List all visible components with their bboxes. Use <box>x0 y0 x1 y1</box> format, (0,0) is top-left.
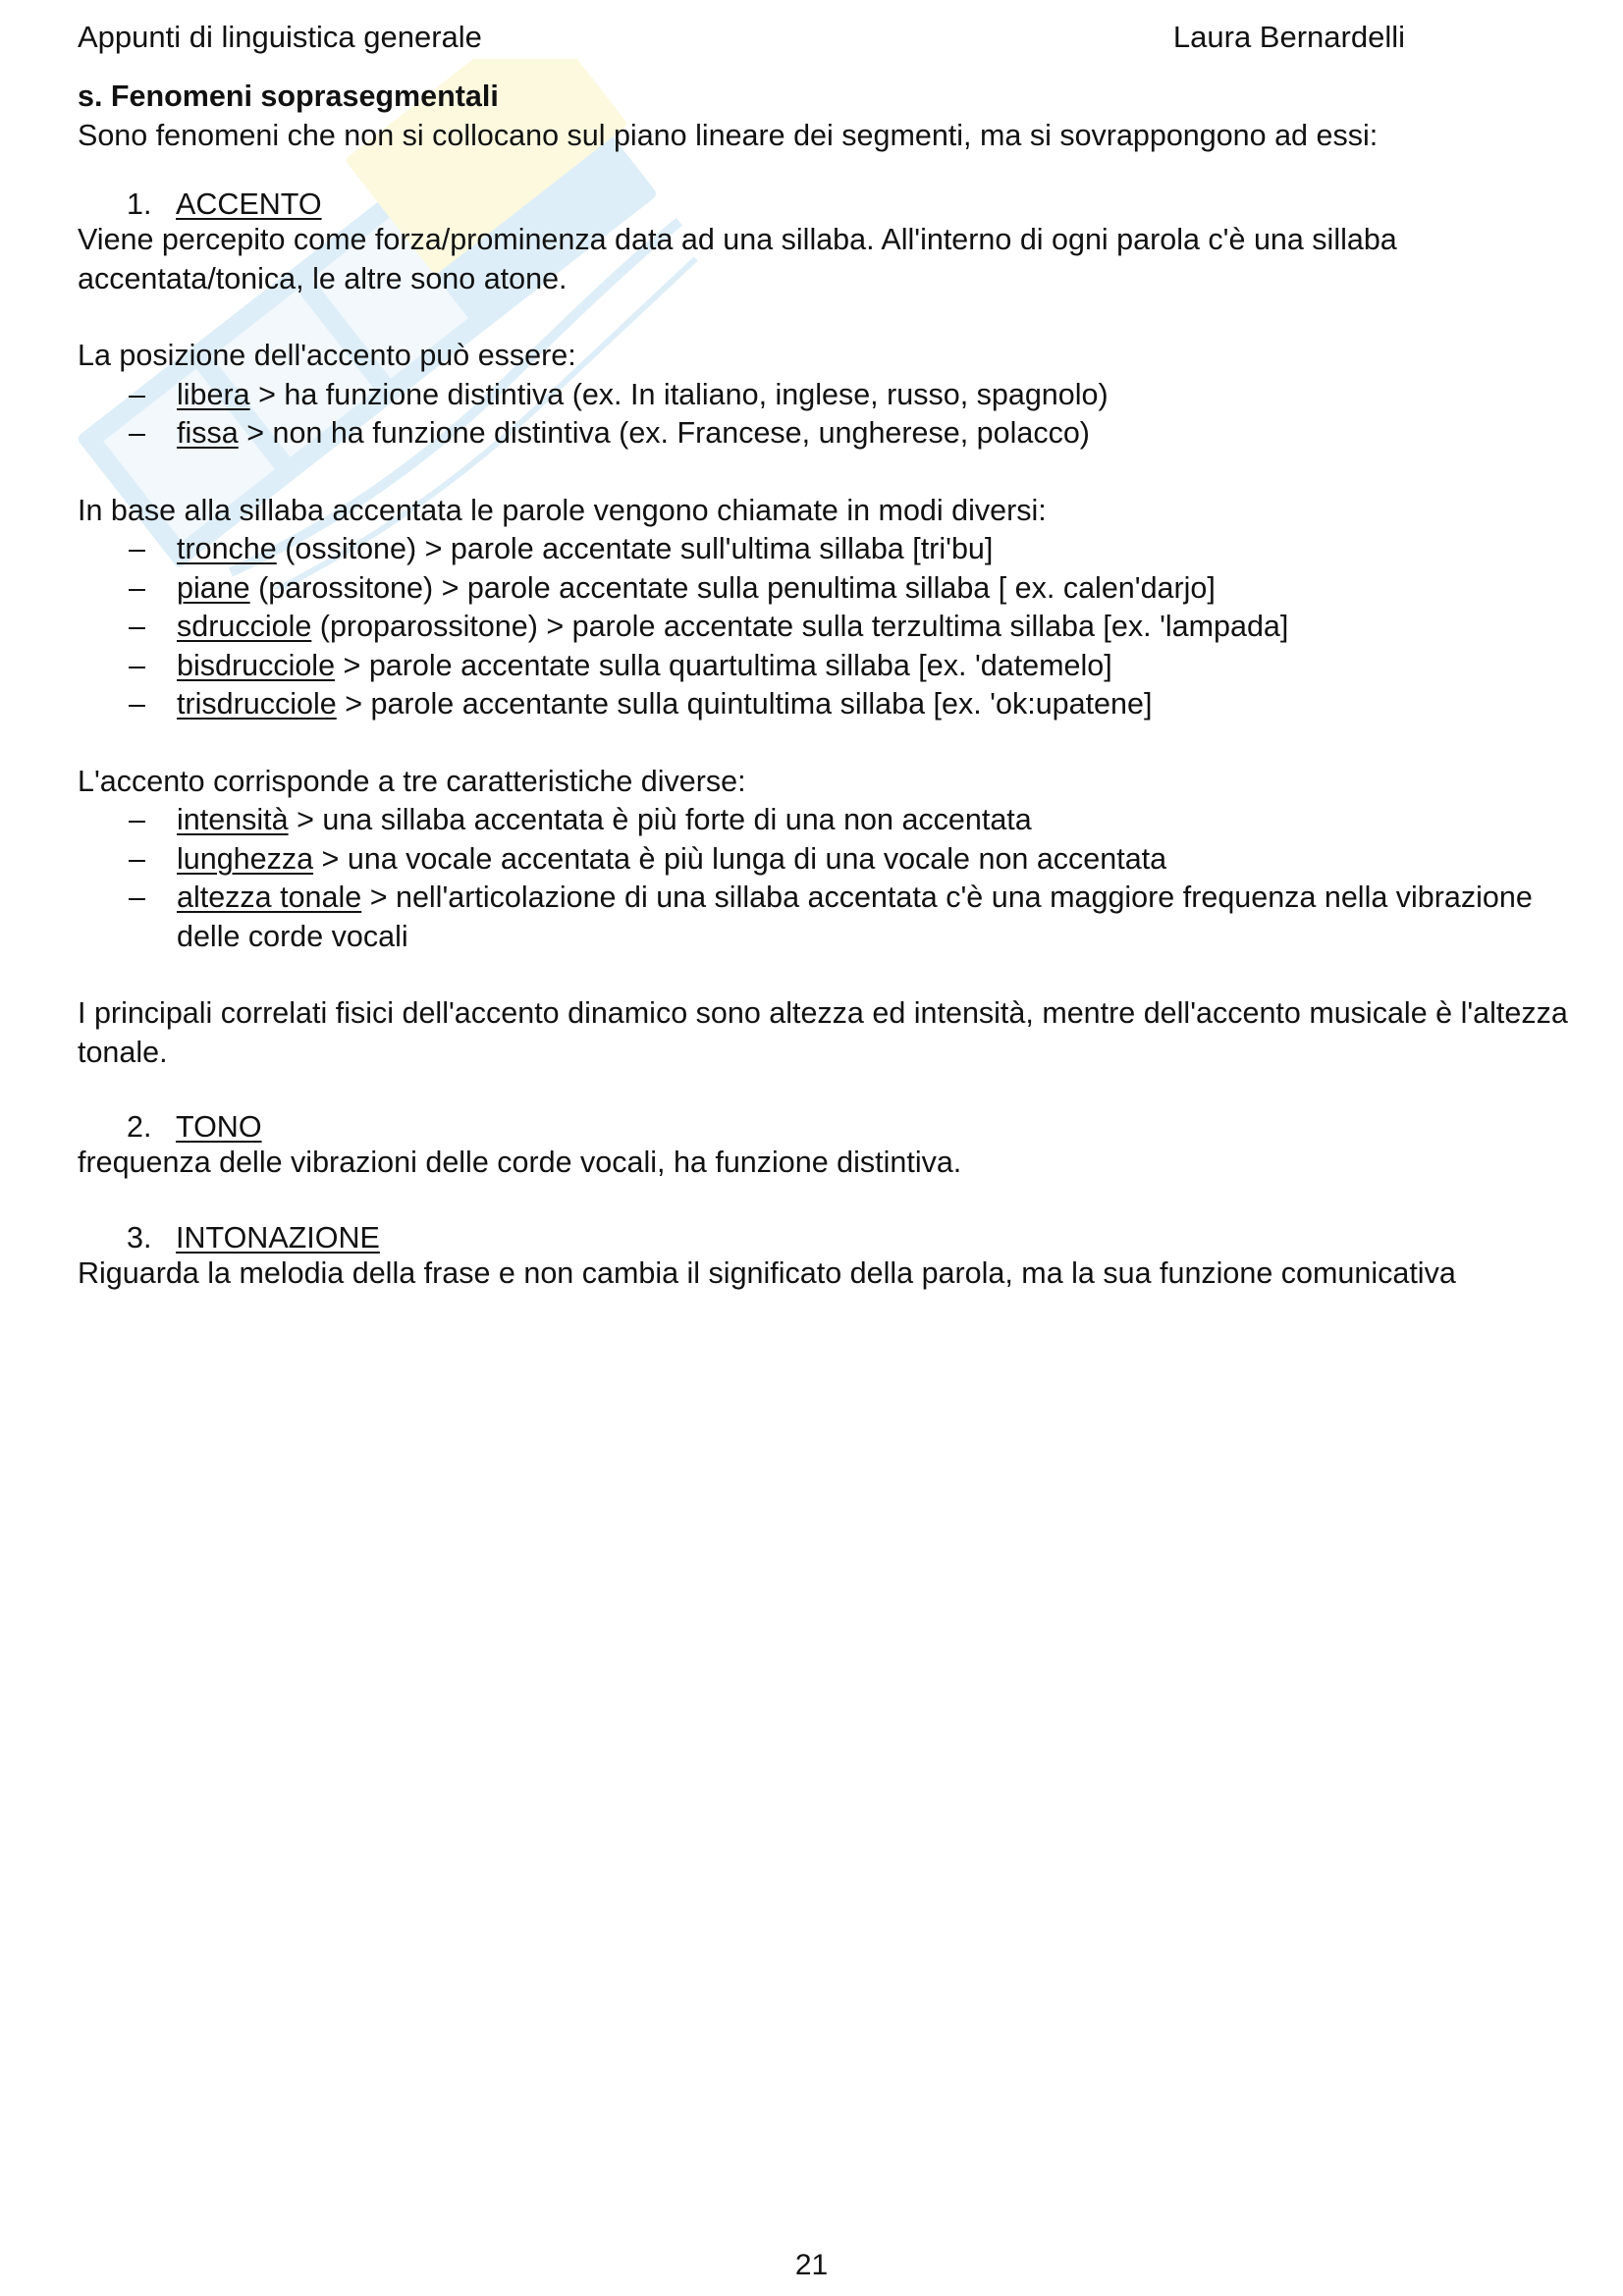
posizione-block <box>78 337 1570 454</box>
list-item-term: tronche <box>177 532 277 565</box>
list-item-term: trisdrucciole <box>177 687 337 721</box>
caratteristiche-block <box>78 763 1570 957</box>
list-dash: – <box>129 687 145 721</box>
list-item <box>78 530 1570 569</box>
caratteristiche-intro: L'accento corrisponde a tre caratteristiche diverse: <box>78 764 746 798</box>
list-dash: – <box>129 377 145 411</box>
list-dash: – <box>129 416 145 450</box>
list-item-term: fissa <box>177 416 239 450</box>
heading-number: 2. <box>127 1110 152 1144</box>
list-dash: – <box>129 841 145 876</box>
base-intro: In base alla sillaba accentata le parole vengono chiamate in modi diversi: <box>78 493 1047 527</box>
heading-label: TONO <box>176 1110 262 1144</box>
main-content <box>78 78 1570 1293</box>
heading-label: INTONAZIONE <box>176 1220 380 1255</box>
list-dash: – <box>129 570 145 605</box>
list-item <box>78 569 1570 609</box>
list-item-term: sdrucciole <box>177 610 312 643</box>
list-item-text: (ossitone) > parole accentate sull'ultima sillaba [tri'bu] <box>276 532 994 565</box>
list-dash: – <box>129 803 145 836</box>
list-item-text: > una sillaba accentata è più forte di una non accentata <box>288 803 1032 836</box>
heading-tono <box>78 1110 1570 1144</box>
intonazione-description: Riguarda la melodia della frase e non cambia il significato della parola, ma la sua funzione comunicativa <box>78 1255 1456 1290</box>
heading-accento <box>78 187 1570 221</box>
tono-description: frequenza delle vibrazioni delle corde vocali, ha funzione distintiva. <box>78 1146 962 1179</box>
list-dash: – <box>129 610 145 643</box>
accento-description: Viene percepito come forza/prominenza data ad una sillaba. All'interno di ogni parola c'è una sillaba accentata/tonica, le altre sono atone. <box>78 223 1397 295</box>
list-item-text: > parole accentate sulla quartultima sillaba [ex. 'datemelo] <box>335 648 1112 682</box>
list-item <box>78 647 1570 686</box>
list-item <box>78 414 1570 454</box>
header-author: Laura Bernardelli <box>1172 20 1405 54</box>
list-item-term: piane <box>177 570 250 605</box>
list-item-text: > non ha funzione distintiva (ex. Francese, ungherese, polacco) <box>238 416 1090 450</box>
section-intro: Sono fenomeni che non si collocano sul piano lineare dei segmenti, ma si sovrappongono ad essi: <box>78 118 1379 152</box>
list-item-term: lunghezza <box>177 841 314 876</box>
list-item-text: > ha funzione distintiva (ex. In italiano, inglese, russo, spagnolo) <box>249 377 1109 411</box>
list-dash: – <box>129 648 145 682</box>
list-item-term: altezza tonale <box>177 881 362 914</box>
list-item-text: > parole accentante sulla quintultima sillaba [ex. 'ok:upatene] <box>336 687 1153 721</box>
posizione-list <box>78 376 1570 454</box>
page-number: 21 <box>794 2249 829 2281</box>
base-block <box>78 492 1570 724</box>
list-item <box>78 801 1570 840</box>
page-footer <box>0 2246 1623 2285</box>
caratteristiche-list <box>78 801 1570 956</box>
correlati-paragraph: I principali correlati fisici dell'accento dinamico sono altezza ed intensità, mentre dell'accento musicale è l'altezza tonale. <box>78 996 1568 1069</box>
list-item <box>78 608 1570 647</box>
list-item-text: (parossitone) > parole accentate sulla penultima sillaba [ ex. calen'darjo] <box>249 570 1216 605</box>
list-item-term: bisdrucciole <box>177 648 336 682</box>
section-title: s. Fenomeni soprasegmentali <box>78 80 499 113</box>
list-item-term: libera <box>177 377 250 411</box>
posizione-intro: La posizione dell'accento può essere: <box>78 339 576 372</box>
list-item <box>78 376 1570 415</box>
page-header <box>78 18 1405 57</box>
list-dash: – <box>129 532 145 565</box>
list-dash: – <box>129 881 145 914</box>
heading-intonazione <box>78 1221 1570 1255</box>
list-item <box>78 879 1570 956</box>
list-item <box>78 685 1570 724</box>
heading-number: 1. <box>127 187 152 221</box>
list-item-text: > nell'articolazione di una sillaba accentata c'è una maggiore frequenza nella vibrazione delle corde vocali <box>177 881 1533 953</box>
heading-number: 3. <box>127 1220 152 1255</box>
list-item <box>78 840 1570 880</box>
header-course-title: Appunti di linguistica generale <box>78 20 482 54</box>
list-item-text: (proparossitone) > parole accentate sulla terzultima sillaba [ex. 'lampada] <box>311 610 1289 643</box>
list-item-text: > una vocale accentata è più lunga di una vocale non accentata <box>313 841 1167 876</box>
heading-label: ACCENTO <box>176 187 322 221</box>
base-list <box>78 530 1570 724</box>
list-item-term: intensità <box>177 803 289 836</box>
